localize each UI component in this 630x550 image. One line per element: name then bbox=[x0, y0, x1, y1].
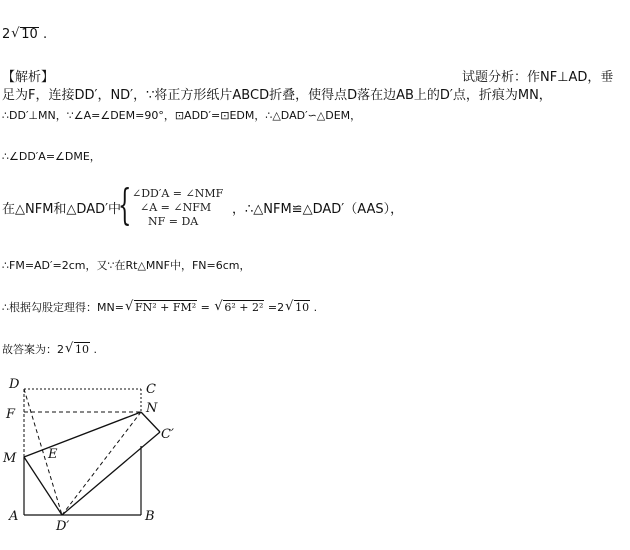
equation-line-1: ∠DD′A = ∠NMF bbox=[132, 187, 224, 200]
label-b: B bbox=[145, 509, 155, 524]
sqrt-fn-fm bbox=[125, 300, 197, 316]
sqrt-numeric bbox=[214, 300, 264, 316]
answer-radicand: 10 bbox=[21, 27, 38, 42]
label-d-prime: D′ bbox=[56, 519, 70, 534]
analysis-line-7 bbox=[2, 300, 317, 316]
final-answer-tail: . bbox=[90, 343, 97, 356]
final-answer-sqrt bbox=[65, 342, 90, 358]
label-m: M bbox=[3, 451, 17, 466]
equals-sign: = bbox=[197, 301, 214, 314]
sqrt-result bbox=[285, 300, 310, 316]
analysis-line-3: ∴DD′⊥MN，∵∠A=∠DEM=90°，⊡ADD′=⊡EDM，∴△DAD′∽△DEM， bbox=[2, 109, 362, 122]
analysis-intro: 试题分析：作NF⊥AD，垂 bbox=[462, 70, 614, 85]
label-d: D bbox=[9, 377, 20, 392]
result-tail: . bbox=[310, 301, 318, 314]
analysis-heading: 【解析】 bbox=[2, 70, 55, 85]
folding-square-figure bbox=[0, 372, 200, 550]
radicand-fn-fm: FN² + FM² bbox=[134, 301, 197, 314]
final-answer-prefix: 故答案为：2 bbox=[2, 343, 64, 356]
label-a: A bbox=[9, 509, 19, 524]
analysis-line-6: ∴FM=AD′=2cm，又∵在Rt△MNF中，FN=6cm， bbox=[2, 259, 251, 272]
final-answer-radicand: 10 bbox=[75, 343, 89, 356]
radicand-result: 10 bbox=[295, 301, 310, 314]
equation-line-2: ∠A = ∠NFM bbox=[140, 201, 212, 214]
answer-sqrt bbox=[11, 27, 39, 43]
segment-md2 bbox=[24, 457, 62, 515]
radicand-numeric: 6² + 2² bbox=[224, 301, 264, 314]
label-n: N bbox=[146, 401, 158, 416]
final-answer-line bbox=[2, 342, 97, 358]
analysis-line-2: 足为F，连接DD′，ND′，∵将正方形纸片ABCD折叠，使得点D落在边AB上的D′点，折痕为MN， bbox=[2, 88, 552, 103]
answer-line bbox=[2, 27, 47, 43]
segment-d2c2 bbox=[62, 432, 160, 515]
answer-tail: . bbox=[38, 27, 48, 42]
pythagoras-prefix: ∴根据勾股定理得：MN= bbox=[2, 301, 124, 314]
brace-glyph: { bbox=[118, 180, 132, 229]
result-coef: =2 bbox=[264, 301, 285, 314]
answer-coef: 2 bbox=[2, 27, 11, 42]
label-f: F bbox=[6, 407, 16, 422]
congruence-conclusion: ，∴△NFM≌△DAD′（AAS）， bbox=[232, 202, 404, 217]
equation-line-3: NF = DA bbox=[148, 215, 199, 228]
equation-system bbox=[118, 180, 238, 229]
analysis-line-4: ∴∠DD′A=∠DME， bbox=[2, 150, 101, 163]
label-c-prime: C′ bbox=[161, 427, 174, 442]
label-c: C bbox=[146, 382, 156, 397]
label-e: E bbox=[48, 447, 58, 462]
in-triangles-label: 在△NFM和△DAD′中 bbox=[2, 202, 122, 217]
